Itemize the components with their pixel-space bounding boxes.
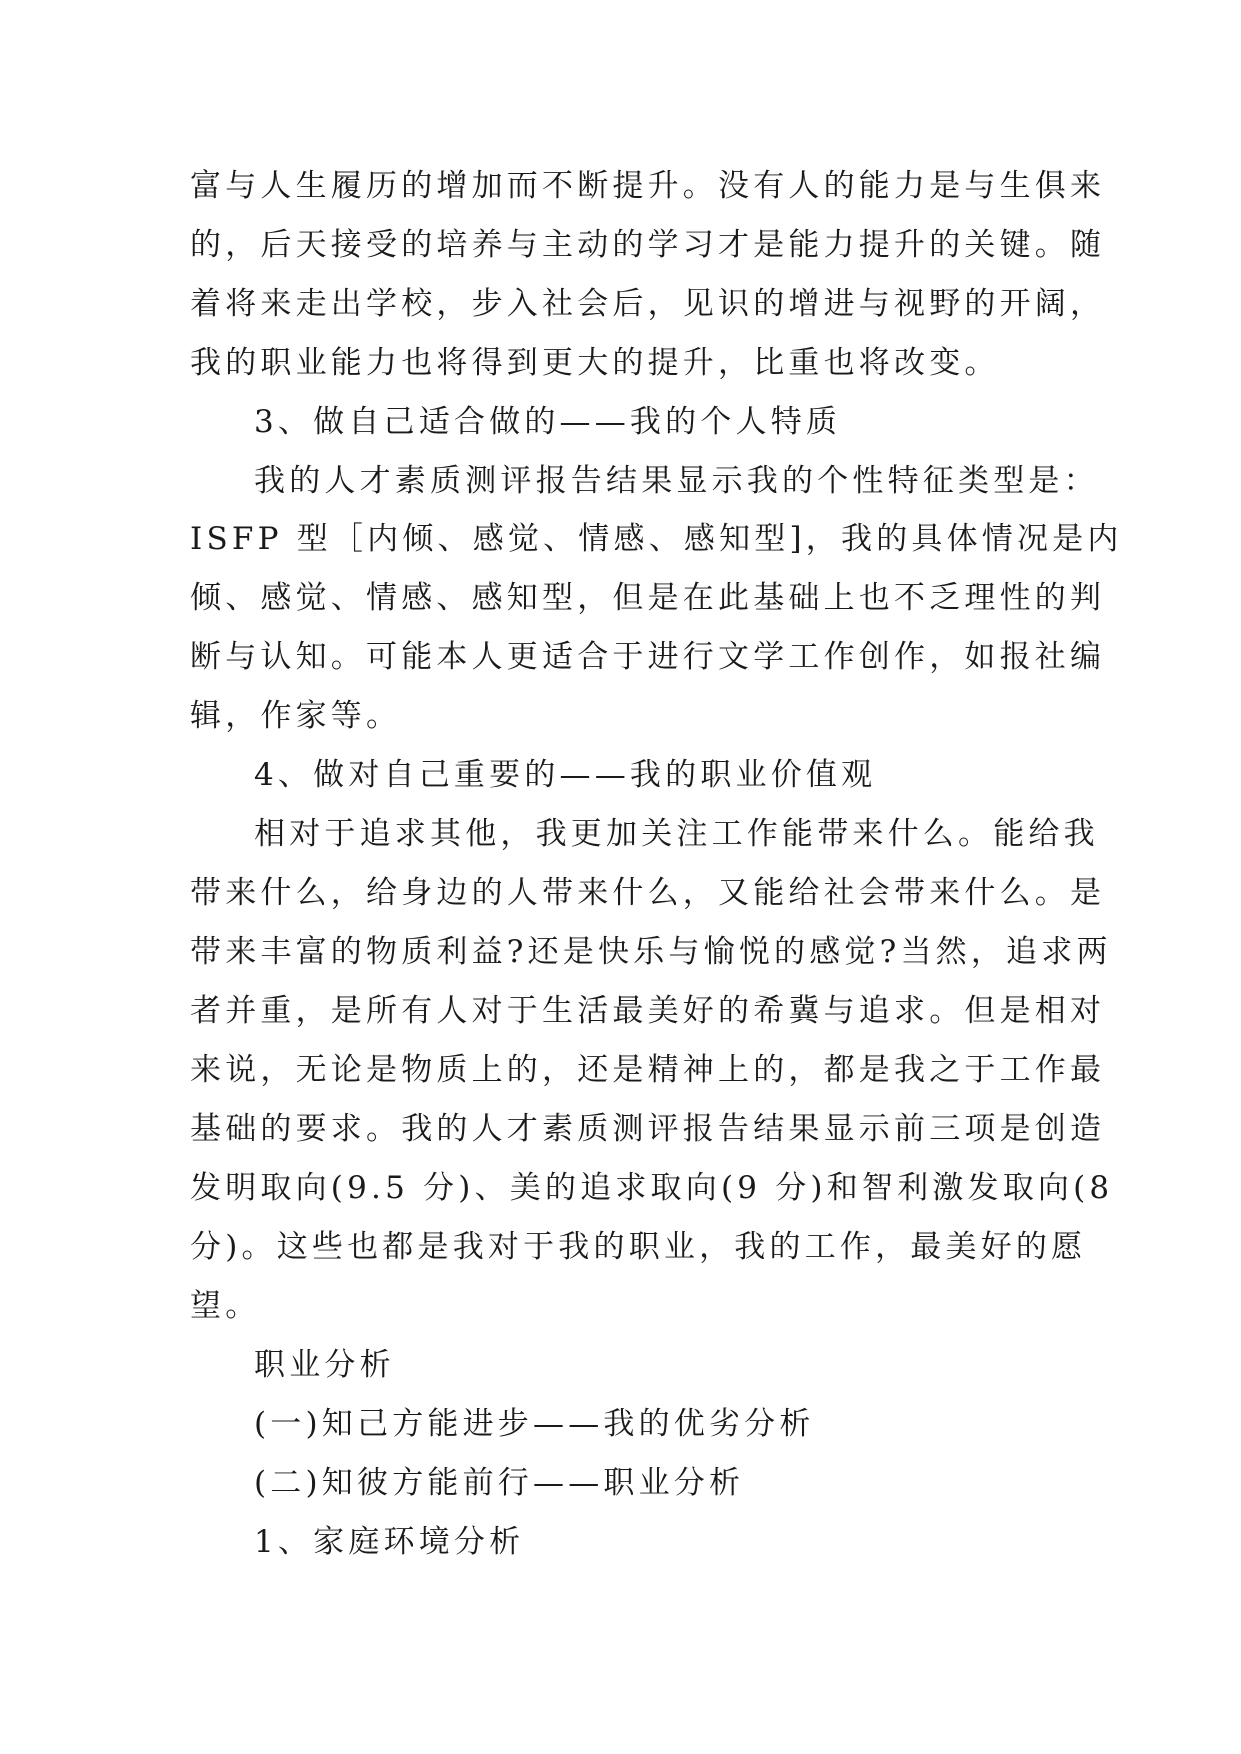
section-heading: 4、做对自己重要的——我的职业价值观 [254, 757, 877, 793]
paragraph-line: 分)。这些也都是我对于我的职业，我的工作，最美好的愿 [190, 1229, 1087, 1265]
paragraph-line: 带来什么，给身边的人带来什么，又能给社会带来什么。是 [190, 875, 1106, 911]
paragraph-line: 望。 [190, 1288, 261, 1324]
paragraph-line: 发明取向(9.5 分)、美的追求取向(9 分)和智利激发取向(8 [190, 1170, 1114, 1206]
paragraph-line: 基础的要求。我的人才素质测评报告结果显示前三项是创造 [190, 1111, 1106, 1147]
subsection-heading: (一)知己方能进步——我的优劣分析 [254, 1406, 815, 1442]
paragraph-line: ISFP 型［内倾、感觉、情感、感知型]，我的具体情况是内 [190, 521, 1123, 557]
paragraph-line: 的，后天接受的培养与主动的学习才是能力提升的关键。随 [190, 227, 1106, 263]
paragraph-line: 断与认知。可能本人更适合于进行文学工作创作，如报社编 [190, 639, 1106, 675]
section-heading: 职业分析 [254, 1347, 395, 1383]
section-heading: 3、做自己适合做的——我的个人特质 [254, 404, 842, 440]
paragraph-line: 倾、感觉、情感、感知型，但是在此基础上也不乏理性的判 [190, 580, 1106, 616]
paragraph-line: 者并重，是所有人对于生活最美好的希冀与追求。但是相对 [190, 993, 1106, 1029]
paragraph-line: 富与人生履历的增加而不断提升。没有人的能力是与生俱来 [190, 168, 1106, 204]
paragraph-line: 相对于追求其他，我更加关注工作能带来什么。能给我 [254, 816, 1099, 852]
paragraph-line: 我的职业能力也将得到更大的提升，比重也将改变。 [190, 345, 1000, 381]
paragraph-line: 带来丰富的物质利益?还是快乐与愉悦的感觉?当然，追求两 [190, 934, 1112, 970]
paragraph-line: 着将来走出学校，步入社会后，见识的增进与视野的开阔， [190, 286, 1106, 322]
paragraph-line: 辑，作家等。 [190, 698, 402, 734]
paragraph-line: 我的人才素质测评报告结果显示我的个性特征类型是： [254, 463, 1099, 499]
section-heading: 1、家庭环境分析 [254, 1524, 525, 1560]
subsection-heading: (二)知彼方能前行——职业分析 [254, 1465, 745, 1501]
paragraph-line: 来说，无论是物质上的，还是精神上的，都是我之于工作最 [190, 1052, 1106, 1088]
